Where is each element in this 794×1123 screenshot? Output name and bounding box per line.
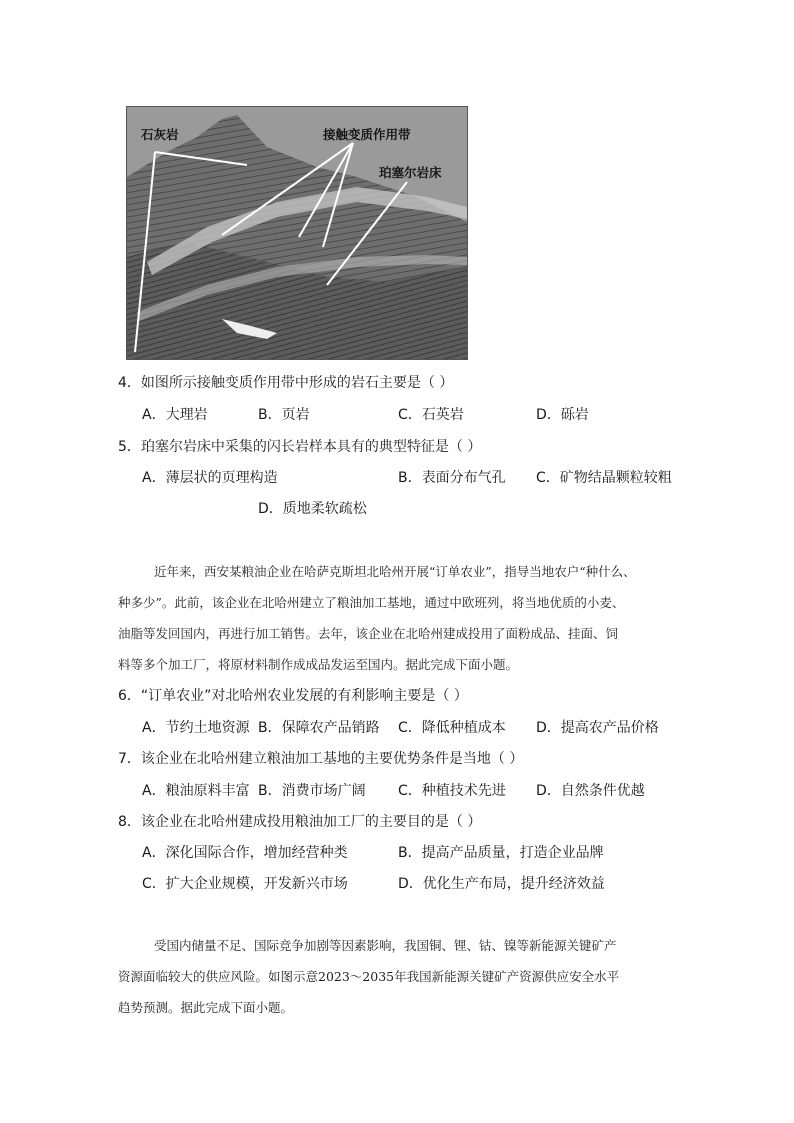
- label-sill: 珀塞尔岩床: [379, 165, 442, 180]
- passage-minerals-line-2: 资源面临较大的供应风险。如图示意2023～2035年我国新能源关键矿产资源供应安全水平: [118, 969, 620, 984]
- q6-option-c[interactable]: C．降低种植成本: [398, 720, 506, 736]
- q8-option-d[interactable]: D．优化生产布局，提升经济效益: [398, 876, 605, 892]
- geology-photo: [126, 106, 468, 360]
- mountain-photo-drawing: [127, 107, 467, 359]
- question-4-stem: 4．如图所示接触变质作用带中形成的岩石主要是（ ）: [118, 375, 454, 391]
- q8-option-b[interactable]: B．提高产品质量，打造企业品牌: [398, 845, 604, 861]
- q7-option-b[interactable]: B．消费市场广阔: [258, 783, 366, 799]
- question-8-stem: 8．该企业在北哈州建成投用粮油加工厂的主要目的是（ ）: [118, 814, 482, 830]
- q5-option-c[interactable]: C．矿物结晶颗粒较粗: [536, 470, 672, 486]
- q7-option-a[interactable]: A．粮油原料丰富: [142, 783, 250, 799]
- q4-option-b[interactable]: B．页岩: [258, 407, 310, 423]
- q8-option-a[interactable]: A．深化国际合作，增加经营种类: [142, 845, 348, 861]
- passage-farming: [118, 556, 678, 680]
- q6-option-b[interactable]: B．保障农产品销路: [258, 720, 380, 736]
- q5-option-b[interactable]: B．表面分布气孔: [398, 470, 506, 486]
- label-limestone: 石灰岩: [141, 127, 179, 142]
- passage-farming-line-3: 油脂等发回国内，再进行加工销售。去年，该企业在北哈州建成投用了面粉成品、挂面、饲: [118, 626, 619, 641]
- q4-option-c[interactable]: C．石英岩: [398, 407, 464, 423]
- q4-option-a[interactable]: A．大理岩: [142, 407, 208, 423]
- passage-farming-line-4: 料等多个加工厂，将原材料制作成成品发运至国内。据此完成下面小题。: [118, 657, 519, 672]
- question-7-stem: 7．该企业在北哈州建立粮油加工基地的主要优势条件是当地（ ）: [118, 751, 524, 767]
- q5-option-a[interactable]: A．薄层状的页理构造: [142, 470, 278, 486]
- q4-option-d[interactable]: D．砾岩: [536, 407, 589, 423]
- passage-minerals-line-3: 趋势预测。据此完成下面小题。: [118, 1000, 294, 1015]
- passage-farming-line-2: 种多少”。此前，该企业在北哈州建立了粮油加工基地，通过中欧班列，将当地优质的小麦、: [118, 595, 625, 610]
- q8-option-c[interactable]: C．扩大企业规模，开发新兴市场: [142, 876, 348, 892]
- label-contact-zone: 接触变质作用带: [323, 127, 411, 142]
- q7-option-d[interactable]: D．自然条件优越: [536, 783, 645, 799]
- passage-farming-line-1: 近年来，西安某粮油企业在哈萨克斯坦北哈州开展“订单农业”，指导当地农户“种什么、: [154, 564, 636, 579]
- question-6-stem: 6．“订单农业”对北哈州农业发展的有利影响主要是（ ）: [118, 688, 468, 704]
- q6-option-d[interactable]: D．提高农产品价格: [536, 720, 659, 736]
- q6-option-a[interactable]: A．节约土地资源: [142, 720, 250, 736]
- passage-minerals: [118, 930, 678, 1023]
- q7-option-c[interactable]: C．种植技术先进: [398, 783, 506, 799]
- question-5-stem: 5．珀塞尔岩床中采集的闪长岩样本具有的典型特征是（ ）: [118, 439, 482, 455]
- passage-minerals-line-1: 受国内储量不足、国际竞争加剧等因素影响，我国铜、锂、钴、镍等新能源关键矿产: [154, 938, 617, 953]
- q5-option-d[interactable]: D．质地柔软疏松: [258, 501, 367, 517]
